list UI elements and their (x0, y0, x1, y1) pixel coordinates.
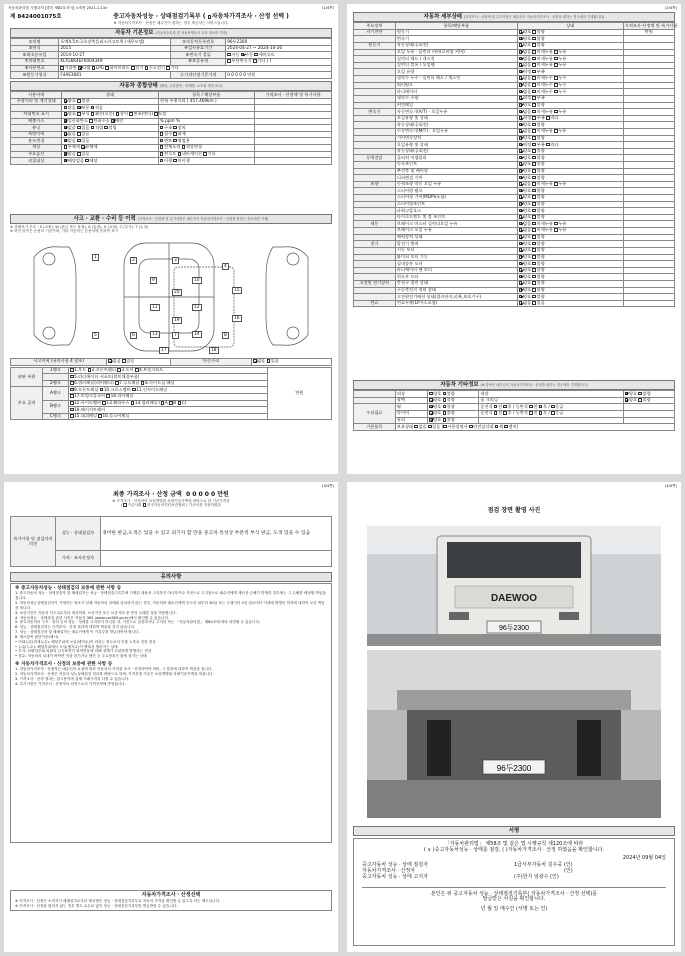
summary-row: 색상 무채색 유채색 전체도색 색상변경 (11, 145, 332, 152)
detail-row: 오일유량 및 상태 적정 부족 과다 (354, 142, 675, 149)
page-number: (2/4쪽) (664, 6, 677, 10)
page-3: (3/4쪽) 최종 가격조사 · 산정 금액 0 0 0 0 0 만원 ※ 가격조사 · 산정자의 보험개발원 차량기준가액을 바탕으로 한 기준가격과 ( 기술사회 한국자동차진단보증협회 ) 기준서를 적용하였음 특기사항 및 점검자의 의견 성능 · 상태점검자 경미한 판금,도색은 있을 수 있고 외기자 할 만을 중고차 특성상 부분적 부식 판금, 도색 있을 수 있음 가격 · 조사산정자 유의사항 ※ 중고자동차성능 · 상태점검의 보증에 관한 사항 등 1. 중고자동차 성능 · 상태점검자 및 매매업자는 성능 · 상태점검기록부에 기재된 내용을 고지하지 아니하거나 거짓으로 고지함으로 매수인에게 재산상 손해가 발생한 경우에는 그 손해를 배상할 책임을 집니다. 2. 자동차성능상태점검자가 기재하는 정보가 실제 자동차의 상태와 일치하지 않는 경우, 자동차를 매수인에게 인도한 날부터 30일 또는 주행거리 2천 킬로미터 이내에 발생한 하자에 대하여 보증 책임을 집니다. 3. 보증기간은 자동차 인도일로부터 계산하며, 보증기간 또는 보증거리 중 먼저 도래한 것을 적용합니다. 4. 자동차성능 · 상태점검 관련 사항은 자동차 365 (www.car365.go.kr)에서 확인할 수 있습니다. 5. 중고자동차의 구조 · 장치 등의 성능 · 상태를 고지하지 아니한 자, 거짓으로 점검하거나 고지한 자는 「자동차관리법」 제80조에 따라 처벌될 수 있습니다. 6. 성능 · 상태점검자는 가격조사 · 산정 결과에 대하여 책임을 지지 않습니다. 7. 성능 · 상태점검자 및 매매업자는 매수인에게 이 기록부를 발급하여야 합니다. 8. 체크항목 판단기준(예시) • 미세누유(미세누수): 해당부위에 오일(냉각수)이 비치는 정도로서 부품 노후로 인한 현상 • 누유(누수): 해당부위에서 오일(냉각수)이 맺혀서 떨어지는 상태 • 부식: 차량하부와 외판의 금속표면이 화학반응에 의해 경계가 뚜렷하게 발생하는 현상 • 침수: 자동차의 실내가 바닥면 이상 잠기거나 엔진 등 주요장치가 물에 잠기는 상태 ※ 자동차가격조사 · 산정의 보증에 관한 사항 등 1. 자동차가격조사 · 산정자는 매수인의 요청에 따라 자동차의 가격을 조사 · 산정하여야 하며, 그 결과에 대하여 책임을 집니다. 2. 자동차가격조사 · 산정은 자동차 성능상태점검 결과를 바탕으로 하며, 가격산정 기준은 보험개발원 차량기준가액을 따릅니다. 3. 가격조사 · 산정 결과는 참고용이며 실제 거래가격과 다를 수 있습니다. 4. 특기사항은 가격조사 · 산정자의 의견으로서 가격산정에 반영됩니다. 자동차가격조사 · 산정선택 ※ 가격조사 · 산정은 소비자가 매매업자로부터 제공받은 성능 · 상태점검기록부로 자동차 가격을 확인할 수 있도록 하는 제도입니다. ※ 가격조사 · 산정을 원하지 않는 경우 별도 수수료 없이 성능 · 상태점검기록부만 발급받을 수 있습니다. (4, 482, 338, 952)
frame-table: 외판 부위 1랭크 1.후드 2.프론트휀더 3.도어 4.트렁크리드 만원 5.라디에이터 서포트(볼트체결부품) 2랭크 6.쿼터패널(리어휀더) 7.루프패널 8.사이드실 패널 주요 골격 A랭크 9.프론트패널 10.크로스멤버 11.인사이드패널 17.트렁크플로어 18.리어패널 B랭크 12.사이드멤버 13.휠하우스 14.필러패널 ( A B C) 19.패키지트레이 C랭크 15.대쉬패널 16.플로어패널 (10, 367, 332, 421)
detail-row: 수동변속기(M/T) · 오일누유 없음 미세누유 누유 (354, 128, 675, 135)
car-diagram (14, 237, 328, 355)
page-1: 자동차관리법 시행규칙 [별지 제82호서식] <개정 2021.1.13> (1/4쪽) 제 8424001075호 중고자동차성능 · 상태점검기록부 ( 자동차가격조사 · 산정 선택 ) ※ 자동차가격조사 · 산정은 매수인이 원하는 경우 제공하는 서비스입니다. 자동차 기본정보 (자동차등록증 및 자동차제조사 등의 정보를 기재) ①차명 포맥4.5트극초장축플러스카고트럭 (세무모델) ②자동차등록번호 96두2300 ③연식 2015 ④검사유효기간 2024-04-27 ~ 2024-10-26 ⑤최초등록일 2014-10-27 ⑥변속기 종류 자동 수동 세미오토 ⑦차대번호 KLTG6K4EFK004349 ⑧보증유형 무단변속기 기타 ( ) ⑨사용연료 가솔린 디젤 LPG 하이브리드 전기 수소전기 기타 ⑩원동기형식 F4AE3681 ⑪가격산정기준가격 0 0 0 0 0 만원 자동차 종합상태 (해당, 무상품목 · 비해당, 소모품 정비 표시) 사용이력 상태 항목 / 해당부품 가격조사 · 산정액 및 특기사항 주행거리 및 계기상태 양호 불량 현재 주행거리 [ 457,469km ] 많음 보통 적음 차대번호 표기 양호 부식 훼손(오손) 상이 변조(변타) 도말 배출가스 일산화탄소 탄화수소 매연 % ppm % 튜닝 없음 있음 적법 불법 구조 장치 특별이력 없음 있음 침수 화재 용도변경 없음 있음 렌트 영업용 색상 무채색 유채색 전체도색 색상변경 주요옵션 없음 있음 썬루프 네비게이션 기타 리콜대상 해당없음 해당 이행 미이행 사고 · 교환 · 수리 등 이력 (가격조사 · 산정액 및 특기사항은 매수인이 자동차가격조사 · 산정을 원하는 경우에만 기재) ※ 상태표시 부호 : X (교환), W (판금 또는 용접), A (흠집), U (요철), C (부식), T (손상) ※ 하단 항목은 승용차 기준이며, 기타 자동차는 승용차에 준하여 표시 1 2 3 4 5 6 7 8 9 10 11 12 13 14 15 16 17 18 19 20 사고이력 (유의사항 4 참조) 없음 있음 단순수리 없음 있음 외판 부위 1랭크 1.후드 2.프론트휀더 3.도어 4.트렁크리드 만원 5.라디에이터 서포트(볼트체결부품) 2랭크 6.쿼터패널(리어휀더) 7.루프패널 8.사이드실 패널 주요 골격 A랭크 9.프론트패널 10.크로스멤버 11.인사이드패널 17.트렁크플로어 18.리어패널 B랭크 12.사이드멤버 13.휠하우스 14.필러패널 ( A B C) 19.패키지트레이 C랭크 15.대쉬패널 16.플로어패널 (4, 4, 338, 474)
page-4: (4/4쪽) 점검 장면 촬영 사진 DAEWOO 96두2300 96두2300 서명 「자동차관리법」 제58조 및 같은 법 시행규칙 제120조에 따라 ( ∨ )중고자동차성능 · 상태를 점검, ( )자동차가격조사 · 산정 하였음을 확인합니다. 2024년 09월 04일 중고자동차 성능 · 상태 점검자 1급서부자동차 김우중 (인) 자동차가격조사 · 산정자 (인) 중고자동차 성능 · 상태 고지자 (주)한지 임광수 (인) 본인은 위 중고자동차 성능 · 상태점검기록부( 자동차가격조사 · 산정 선택)를 발급받은 사실을 확인합니다. 년 월 일 매수인 (서명 또는 인) (347, 482, 681, 952)
notice-line: • 부식: 차량하부와 외판의 금속표면이 화학반응에 의해 경계가 뚜렷하게 발생하는 현상 (15, 649, 152, 654)
notice-line: 8. 체크항목 판단기준(예시) (15, 634, 59, 639)
diagram-part-number: 7 (174, 333, 177, 338)
inspection-photo-front (367, 526, 661, 646)
detail-row: 냉각수 수량 적정 부족 (354, 95, 675, 102)
detail-row: 변속기 자동변속기(A/T) · 오일누유 없음 미세누유 누유 (354, 109, 675, 116)
special-notes-table: 특기사항 및 점검자의 의견 성능 · 상태점검자 경미한 판금,도색은 있을 수 있고 외기자 할 만을 중고차 특성상 부분적 부식 판금, 도색 있을 수 있음 가격 · 조사산정자 (10, 516, 332, 567)
sign-date: 2024년 09월 04일 (622, 854, 666, 861)
notice-line: • 미세누유(미세누수): 해당부위에 오일(냉각수)이 비치는 정도로서 부품 노후로 인한 현상 (15, 639, 156, 644)
vin: KLTG6K4EFK004349 (59, 59, 171, 66)
diagram-part-number: 5 (94, 333, 97, 338)
basic-info-title: 자동차 기본정보 (자동차등록증 및 자동차제조사 등의 정보를 기재) (10, 28, 332, 38)
summary-row: 특별이력 없음 있음 침수 화재 (11, 131, 332, 138)
detail-row: 냉각수 누수 · 실린더 헤드 / 개스킷 없음 미세누수 누수 (354, 76, 675, 83)
detail-row: 동력전달 클러치 어셈블리 양호 불량 (354, 155, 675, 162)
page-number: (1/4쪽) (321, 6, 334, 10)
detail-row: 스티어링 펌프 양호 불량 (354, 188, 675, 195)
notice-line: 7. 성능 · 상태점검자 및 매매업자는 매수인에게 이 기록부를 발급하여야 합니다. (15, 630, 140, 635)
detail-row: 변속기 양호 불량 (354, 36, 675, 43)
summary-row: 주행거리 및 계기상태 양호 불량 현재 주행거리 [ 457,469km ] (11, 98, 332, 105)
page-number: (4/4쪽) (664, 484, 677, 488)
notice-line: • 누유(누수): 해당부위에서 오일(냉각수)이 맺혀서 떨어지는 상태 (15, 644, 118, 649)
detail-row: 추진축 및 베어링 양호 불량 (354, 168, 675, 175)
detail-row: 제동 브레이크 마스터 실린더오일 누유 없음 미세누유 누유 (354, 221, 675, 228)
detail-row: 커먼레일 양호 불량 (354, 102, 675, 109)
page-subtitle: ※ 자동차가격조사 · 산정은 매수인이 원하는 경우 제공하는 서비스입니다. (113, 20, 229, 25)
diagram-part-number: 3 (174, 258, 177, 263)
detail-row: 스티어링 기어(MDPS포함) 양호 불량 (354, 195, 675, 202)
notice-line: • 침수: 자동차의 실내가 바닥면 이상 잠기거나 엔진 등 주요장치가 물에 잠기는 상태 (15, 654, 147, 659)
select-title: 자동차가격조사 · 산정선택 (141, 892, 201, 898)
summary-row: 주요옵션 없음 있음 썬루프 네비게이션 기타 (11, 151, 332, 158)
page-2 (347, 4, 681, 474)
other-info-row: 외장 양호 불량 내장 양호 불량 (354, 391, 675, 398)
detail-title: 자동차 세부상태 (가격조사 · 산정액 및 특기사항은 매수인이 자동차가격조사 · 산정을 원하는 경우에만 기재합니다) (353, 12, 675, 22)
detail-row: 워터펌프 없음 미세누수 누수 (354, 82, 675, 89)
diagram-part-number: 15 (234, 288, 240, 293)
other-info-table: 외장 양호 불량 내장 양호 불량 광택 양호 불량 룸 크리닝 양호 불량 수리필요 휠 양호 불량 운전석 전 후 / 동반석 전 후 / 응급 타이어 양호 불량 운전석 전 후 / 동반석 전 후 / 응급 유리 양호 불량 기본품목 보유상태 없음 있음 ( 사용설명서 안전삼각대 잭 렌치) (353, 390, 675, 431)
detail-row: 전기 발전기 출력 양호 불량 (354, 241, 675, 248)
buyer-signature: 년 월 일 매수인 (서명 또는 인) (480, 906, 548, 912)
detail-row: 실린더 헤드 / 개스킷 없음 미세누유 누유 (354, 56, 675, 63)
detail-row: 스티어링조인트 양호 불량 (354, 201, 675, 208)
detail-row: 윈도우 모터 양호 불량 (354, 274, 675, 281)
inspector-signature: 1급서부자동차 김우중 (인) (514, 862, 573, 869)
diagram-part-number: 19 (174, 318, 180, 323)
notice-line: ※ 가격조사 · 산정은 소비자가 매매업자로부터 제공받은 성능 · 상태점검기록부로 자동차 가격을 확인할 수 있도록 하는 제도입니다. (15, 898, 221, 903)
detail-row: 고전원전기배선 상태(접속단자,피복,보호기구) 양호 불량 (354, 294, 675, 301)
detail-row: 고전원 전기장치 충전구 절연 상태 양호 불량 (354, 280, 675, 287)
summary-row: 리콜대상 해당없음 해당 이행 미이행 (11, 158, 332, 165)
notice-line: 1. 자동차가격조사 · 산정자는 매수인의 요청에 따라 자동차의 가격을 조사 · 산정하여야 하며, 그 결과에 대하여 책임을 집니다. (15, 667, 213, 672)
diagram-part-number: 4 (224, 264, 227, 269)
detail-row: 라디에이터 없음 미세누수 누수 (354, 89, 675, 96)
detail-row: 브레이크 오일 누유 없음 미세누유 누유 (354, 228, 675, 235)
detail-row: 작동상태(공회전) 양호 불량 (354, 122, 675, 129)
diagram-part-number: 2 (132, 258, 135, 263)
inspector-opinion: 경미한 판금,도색은 있을 수 있고 외기자 할 만을 중고차 특성상 부분적 부식 판금, 도색 있을 수 있음 (100, 517, 331, 551)
final-price: 0 0 0 0 0 만원 (185, 491, 229, 498)
notice-line: 2. 자동차가격조사 · 산정은 자동차 성능상태점검 결과를 바탕으로 하며, 가격산정 기준은 보험개발원 차량기준가액을 따릅니다. (15, 672, 214, 677)
accident-table: 사고이력 (유의사항 4 참조) 없음 있음 단순수리 없음 있음 (10, 358, 332, 366)
diagram-part-number: 6 (132, 333, 135, 338)
final-price-title: 최종 가격조사 · 산정 금액 (113, 491, 182, 498)
notice-line: 4. 자동차성능 · 상태점검 관련 사항은 자동차 365 (www.car365.go.kr)에서 확인할 수 있습니다. (15, 615, 170, 620)
summary-table: 사용이력 상태 항목 / 해당부품 가격조사 · 산정액 및 특기사항 주행거리 및 계기상태 양호 불량 현재 주행거리 [ 457,469km ] 많음 보통 적음 차대번호 표기 양호 부식 훼손(오손) 상이 변조(변타) 도말 배출가스 일산화탄소 탄화수소 매연 % ppm % 튜닝 없음 있음 적법 불법 구조 장치 특별이력 없음 있음 침수 화재 용도변경 없음 있음 렌트 영업용 색상 무채색 유채색 전체도색 색상변경 주요옵션 없음 있음 썬루프 네비게이션 기타 리콜대상 해당없음 해당 이행 미이행 (10, 91, 332, 165)
sign-title: 서명 (353, 826, 675, 836)
notice-line: 6. 성능 · 상태점검자는 가격조사 · 산정 결과에 대하여 책임을 지지 않습니다. (15, 625, 136, 630)
photo-title: 점검 장면 촬영 사진 (487, 507, 541, 514)
document-number: 제 8424001075호 (10, 14, 62, 21)
summary-title: 자동차 종합상태 (해당, 무상품목 · 비해당, 소모품 정비 표시) (10, 81, 332, 91)
other-info-row: 광택 양호 불량 룸 크리닝 양호 불량 (354, 397, 675, 404)
notice-line: 1. 중고자동차 성능 · 상태점검자 및 매매업자는 성능 · 상태점검기록부에 기재된 내용을 고지하지 아니하거나 거짓으로 고지함으로 매수인에게 재산상 손해가 발생한 경우에는 그 손해를 배상할 책임을 집니다. (15, 591, 326, 601)
detail-row: 시동 모터 양호 불량 (354, 247, 675, 254)
form-header: 자동차관리법 시행규칙 [별지 제82호서식] <개정 2021.1.13> (8, 6, 108, 10)
reg-number: 96두2300 (226, 39, 332, 46)
notice-line: ※ 가격조사 · 산정을 원하지 않는 경우 별도 수수료 없이 성능 · 상태점검기록부만 발급받을 수 있습니다. (15, 903, 178, 908)
diagram-part-number: 11 (152, 305, 158, 310)
detail-row: 원동기 작동상태(공회전) 양호 불량 (354, 43, 675, 50)
caution-title: 유의사항 (10, 572, 332, 582)
notice-line: 3. 가격조사 · 산정 결과는 참고용이며 실제 거래가격과 다를 수 있습니다. (15, 677, 130, 682)
truck-brand: DAEWOO (490, 593, 538, 604)
summary-row: 많음 보통 적음 (11, 105, 332, 112)
diagram-part-number: 12 (194, 305, 200, 310)
page-title: 중고자동차성능 · 상태점검기록부 ( 자동차가격조사 · 산정 선택 ) (113, 13, 289, 20)
inspection-photo-rear (367, 650, 661, 818)
detail-table: 주요장치 항목/해당부품 상태 가격조사·산정액 및 특기사항 자기진단 원동기 양호 불량 만원 변속기 양호 불량 원동기 작동상태(공회전) 양호 불량 오일 누유 · 실린더 커버(로커암 커버) 없음 미세누유 누유 실린더 헤드 / 개스킷 없음 미세누유 누유 실린더 블록 / 오일팬 없음 미세누유 누유 오일 유량 적정 부족 냉각수 누수 · 실린더 헤드 / 개스킷 없음 미세누수 누수 워터펌프 없음 미세누수 누수 라디에이터 없음 미세누수 누수 냉각수 수량 적정 부족 커먼레일 양호 불량 변속기 자동변속기(A/T) · 오일누유 없음 미세누유 누유 오일유량 및 상태 적정 부족 과다 작동상태(공회전) 양호 불량 수동변속기(M/T) · 오일누유 없음 미세누유 누유 기어변속장치 양호 불량 오일유량 및 상태 적정 부족 과다 작동상태(공회전) 양호 불량 동력전달 클러치 어셈블리 양호 불량 등속조인트 양호 불량 추진축 및 베어링 양호 불량 디퍼렌셜 기어 양호 불량 조향 동력조향 작동 오일 누유 없음 미세누유 누유 스티어링 펌프 양호 불량 스티어링 기어(MDPS포함) 양호 불량 스티어링조인트 양호 불량 파워고압호스 양호 불량 타이로드엔드 및 볼 조인트 양호 불량 제동 브레이크 마스터 실린더오일 누유 없음 미세누유 누유 브레이크 오일 누유 없음 미세누유 누유 배력장치 상태 양호 불량 전기 발전기 출력 양호 불량 시동 모터 양호 불량 와이퍼 모터 기능 양호 불량 실내송풍 모터 양호 불량 라디에이터 팬 모터 양호 불량 윈도우 모터 양호 불량 고전원 전기장치 충전구 절연 상태 양호 불량 구동축전지 격리 상태 양호 불량 고전원전기배선 상태(접속단자,피복,보호기구) 양호 불량 연료 연료누출(LP가스포함) 없음 있음 (353, 22, 675, 307)
detail-row: 실내송풍 모터 양호 불량 (354, 261, 675, 268)
car-name: 포맥4.5트극초장축플러스카고트럭 (세무모델) (59, 39, 171, 46)
detail-row: 라디에이터 팬 모터 양호 불량 (354, 267, 675, 274)
detail-row: 와이퍼 모터 기능 양호 불량 (354, 254, 675, 261)
detail-row: 구동축전지 격리 상태 양호 불량 (354, 287, 675, 294)
summary-row: 배출가스 일산화탄소 탄화수소 매연 % ppm % (11, 118, 332, 125)
diagram-part-number: 13 (152, 332, 158, 337)
diagram-part-number: 10 (194, 278, 200, 283)
summary-row: 차대번호 표기 양호 부식 훼손(오손) 상이 변조(변타) 도말 (11, 112, 332, 119)
detail-row: 조향 동력조향 작동 오일 누유 없음 미세누유 누유 (354, 181, 675, 188)
detail-row: 연료 연료누출(LP가스포함) 없음 있음 (354, 300, 675, 307)
summary-row: 용도변경 없음 있음 렌트 영업용 (11, 138, 332, 145)
page-number: (3/4쪽) (321, 484, 334, 488)
diagram-part-number: 9 (152, 278, 155, 283)
diagram-part-number: 20 (174, 290, 180, 295)
notifier-signature: (주)한지 임광수 (인) (514, 873, 559, 880)
detail-row: 실린더 블록 / 오일팬 없음 미세누유 누유 (354, 62, 675, 69)
basic-info-table: ①차명 포맥4.5트극초장축플러스카고트럭 (세무모델) ②자동차등록번호 96두2300 ③연식 2015 ④검사유효기간 2024-04-27 ~ 2024-10-26 ⑤최초등록일 2014-10-27 ⑥변속기 종류 자동 수동 세미오토 ⑦차대번호 KLTG6K4EFK004349 ⑧보증유형 무단변속기 기타 ( ) ⑨사용연료 가솔린 디젤 LPG 하이브리드 전기 수소전기 기타 ⑩원동기형식 F4AE3681 ⑪가격산정기준가격 0 0 0 0 0 만원 (10, 38, 332, 79)
other-info-row: 유리 양호 불량 (354, 417, 675, 424)
detail-row: 자기진단 원동기 양호 불량 만원 (354, 29, 675, 36)
detail-row: 디퍼렌셜 기어 양호 불량 (354, 175, 675, 182)
detail-row: 오일 유량 적정 부족 (354, 69, 675, 76)
detail-row: 배력장치 상태 양호 불량 (354, 234, 675, 241)
detail-row: 오일 누유 · 실린더 커버(로커암 커버) 없음 미세누유 누유 (354, 49, 675, 56)
detail-row: 기어변속장치 양호 불량 (354, 135, 675, 142)
notice-line: 4. 특기사항은 가격조사 · 산정자의 의견으로서 가격산정에 반영됩니다. (15, 681, 126, 686)
notice-line: 5. 중고자동차의 구조 · 장치 등의 성능 · 상태를 고지하지 아니한 자, 거짓으로 점검하거나 고지한 자는 「자동차관리법」 제80조에 따라 처벌될 수 있습니다. (15, 620, 261, 625)
truck-plate-front: 96두2300 (498, 625, 530, 632)
detail-row: 작동상태(공회전) 양호 불량 (354, 148, 675, 155)
detail-row: 등속조인트 양호 불량 (354, 162, 675, 169)
diagram-part-number: 1 (94, 255, 97, 260)
diagram-part-number: 18 (211, 348, 217, 353)
accident-title: 사고 · 교환 · 수리 등 이력 (가격조사 · 산정액 및 특기사항은 매수인이 자동차가격조사 · 산정을 원하는 경우에만 기재) (10, 214, 332, 224)
truck-plate-rear: 96두2300 (496, 764, 532, 773)
detail-row: 파워고압호스 양호 불량 (354, 208, 675, 215)
detail-row: 오일유량 및 상태 적정 부족 과다 (354, 115, 675, 122)
other-info-title: 자동차 기타정보 (※ 항목은 매수인이 자동차가격조사 · 산정을 원하는 경우에만 기재합니다) (353, 380, 675, 390)
other-info-row: 타이어 양호 불량 운전석 전 후 / 동반석 전 후 / 응급 (354, 411, 675, 418)
other-info-row: 수리필요 휠 양호 불량 운전석 전 후 / 동반석 전 후 / 응급 (354, 404, 675, 411)
summary-row: 튜닝 없음 있음 적법 불법 구조 장치 (11, 125, 332, 132)
diagram-part-number: 17 (161, 348, 167, 353)
notice-line: 3. 보증기간은 자동차 인도일로부터 계산하며, 보증기간 또는 보증거리 중 먼저 도래한 것을 적용합니다. (15, 610, 177, 615)
diagram-part-number: 8 (224, 333, 227, 338)
notice-line: 2. 자동차성능상태점검자가 기재하는 정보가 실제 자동차의 상태와 일치하지 않는 경우, 자동차를 매수인에게 인도한 날부터 30일 또는 주행거리 2천 킬로미터 이내에 발생한 하자에 대하여 보증 책임을 집니다. (15, 600, 325, 610)
diagram-part-number: 16 (234, 316, 240, 321)
detail-row: 타이로드엔드 및 볼 조인트 양호 불량 (354, 214, 675, 221)
diagram-part-number: 14 (194, 332, 200, 337)
